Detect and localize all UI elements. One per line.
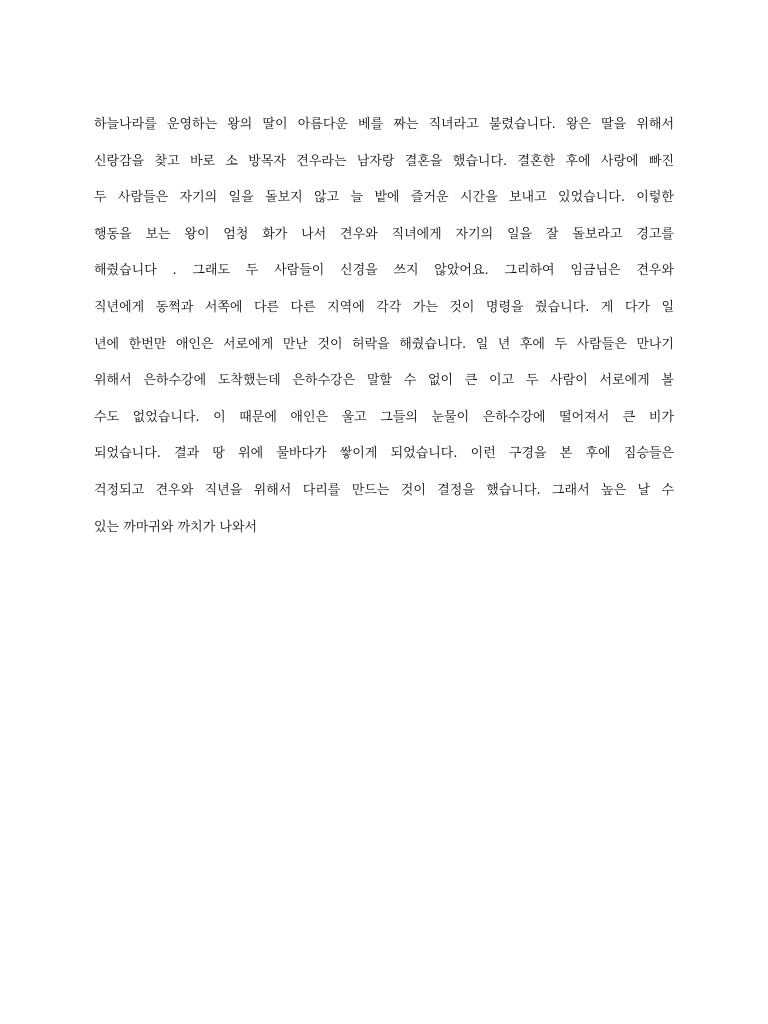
text-line: 걱정되고 견우와 직년을 위해서 다리를 만드는 것이 결정을 했습니다. 그래서 높은 날 수 (94, 482, 674, 498)
text-line: 수도 없었습니다. 이 때문에 애인은 울고 그들의 눈물이 은하수강에 떨어져서 큰 비가 (94, 409, 674, 425)
text-line: 두 사람들은 자기의 일을 돌보지 않고 늘 밭에 즐거운 시간을 보내고 있었습니다. 이렇한 (94, 190, 674, 206)
text-line: 직년에게 동쩍과 서쪽에 다른 다른 지역에 각각 가는 것이 명령을 줬습니다. 게 다가 일 (94, 299, 674, 315)
text-line: 신랑감을 찾고 바로 소 방목자 견우라는 남자랑 결혼을 했습니다. 결혼한 후에 사랑에 빠진 (94, 153, 674, 169)
story-paragraph (94, 112, 674, 551)
text-line: 년에 한번만 애인은 서로에게 만난 것이 허락을 해줬습니다. 일 년 후에 두 사람들은 만나기 (94, 336, 674, 352)
text-line: 되었습니다. 결과 땅 위에 물바다가 쌓이게 되었습니다. 이런 구경을 본 후에 짐승들은 (94, 446, 674, 462)
text-line: 하늘나라를 운영하는 왕의 딸이 아름다운 베를 짜는 직녀라고 불렸습니다. 왕은 딸을 위해서 (94, 117, 674, 132)
text-line: 있는 까마귀와 까치가 나와서 (94, 519, 258, 535)
text-line: 해줬습니다 . 그래도 두 사람들이 신경을 쓰지 않았어요. 그리하여 임금님은 견우와 (94, 263, 674, 279)
text-line: 위해서 은하수강에 도착했는데 은하수강은 말할 수 없이 큰 이고 두 사람이 서로에게 볼 (94, 373, 674, 389)
text-line: 행동을 보는 왕이 엄청 화가 나서 견우와 직녀에게 자기의 일을 잘 돌보라고 경고를 (94, 226, 674, 242)
